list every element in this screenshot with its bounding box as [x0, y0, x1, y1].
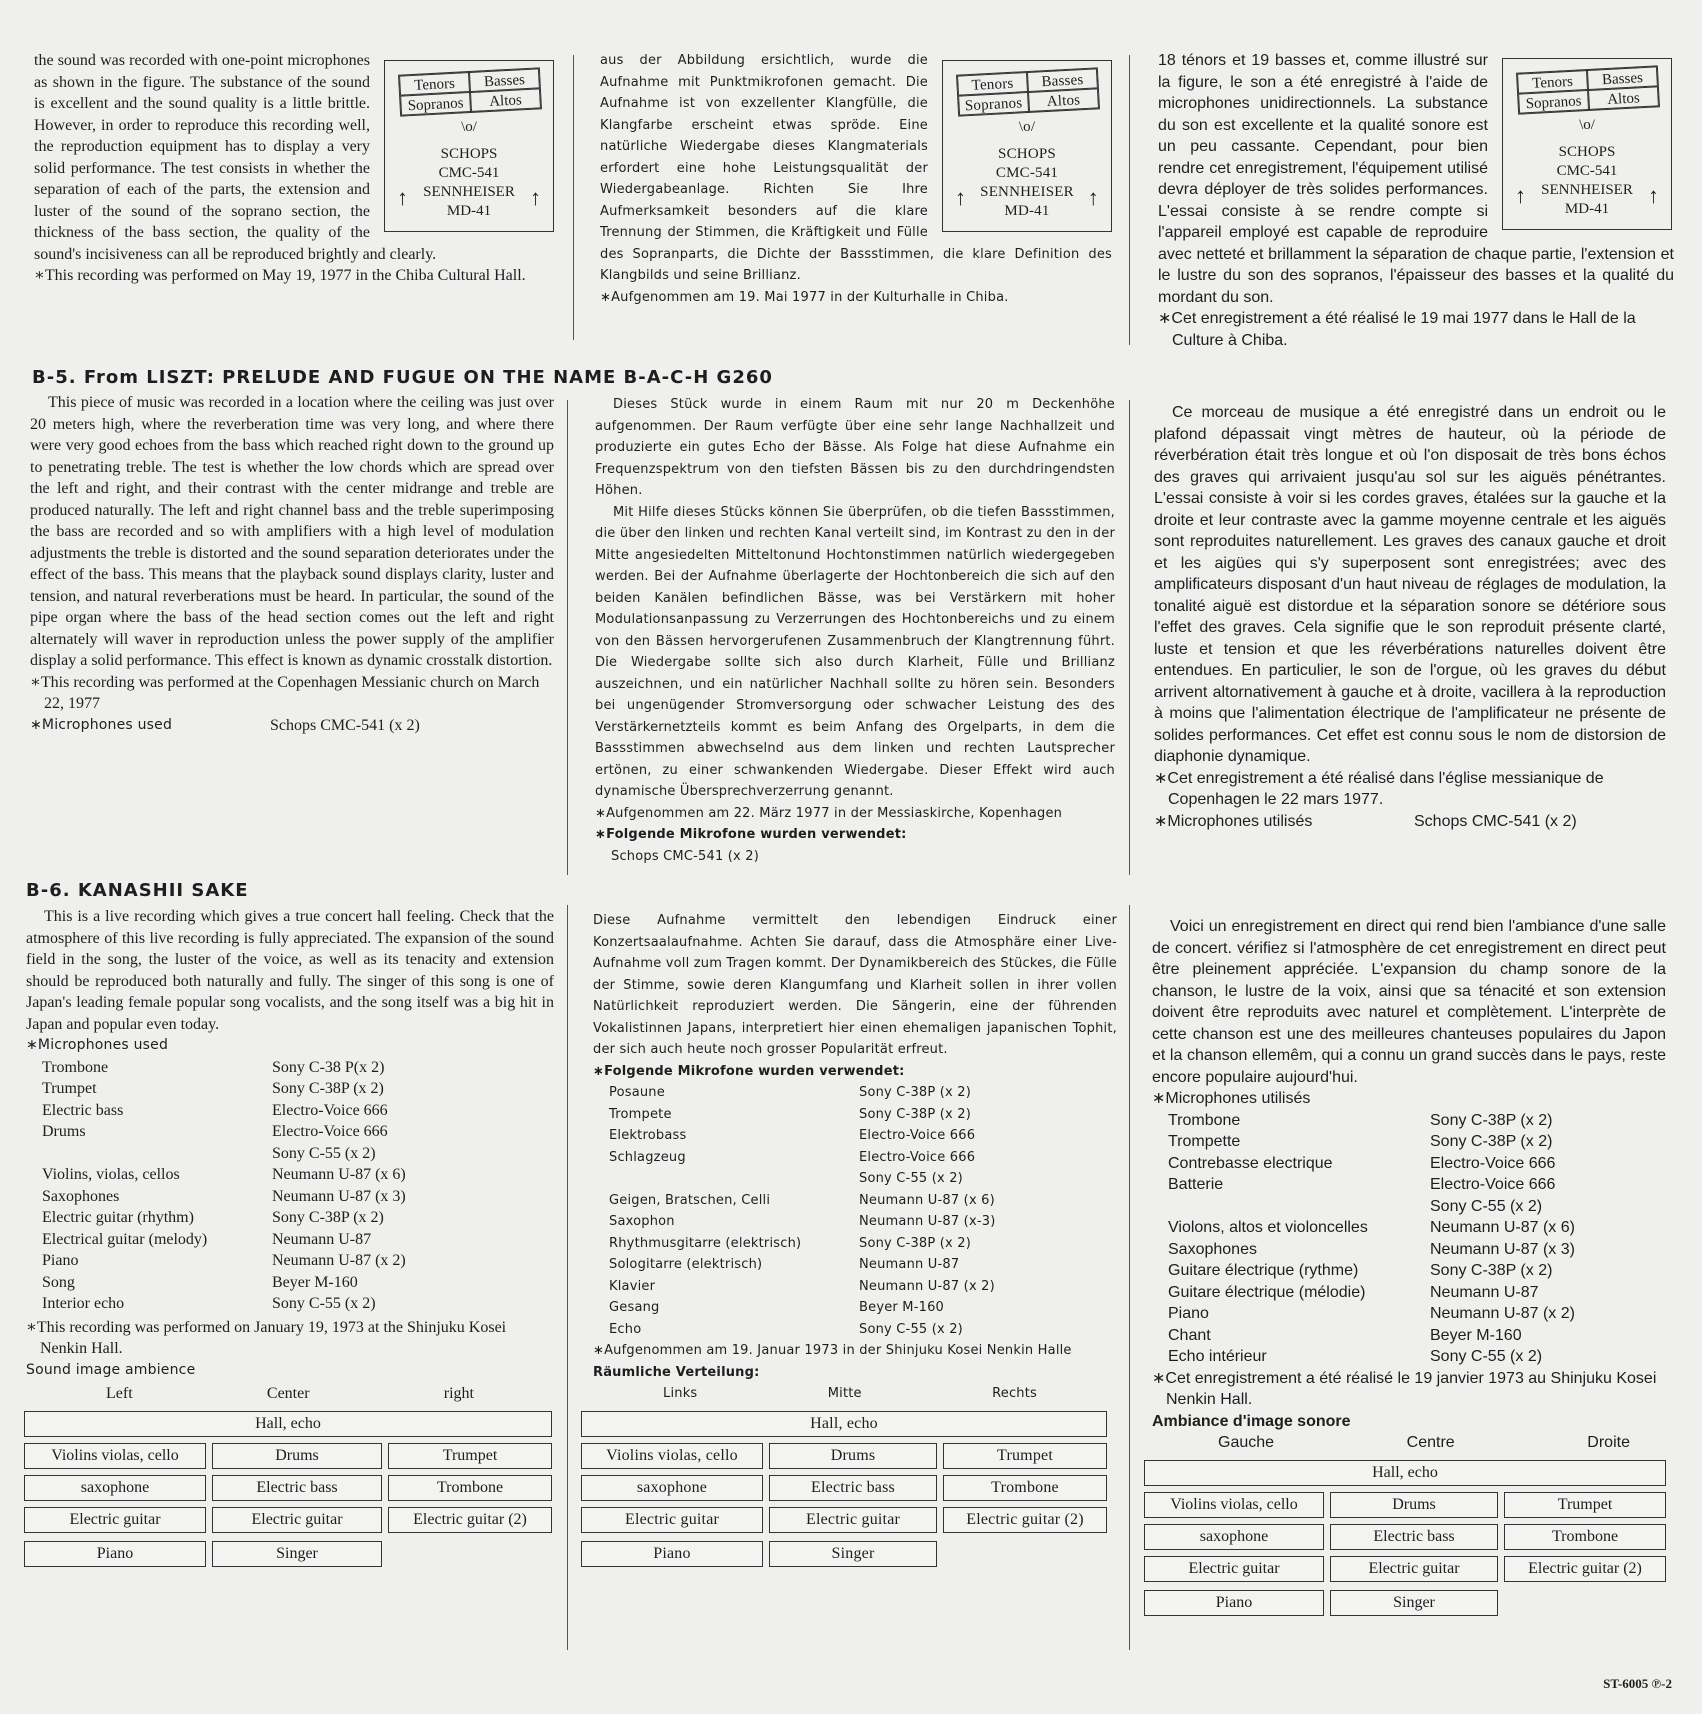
stage-trombone: Trombone	[1504, 1524, 1666, 1550]
stage-electric-guitar: Electric guitar	[769, 1507, 937, 1533]
mic-instrument: Piano	[1168, 1305, 1209, 1322]
amb-right: Rechts	[992, 1386, 1037, 1401]
b5-de-mic-label: ∗Folgende Mikrofone wurden verwendet:	[595, 827, 907, 842]
b4-de-note: ∗Aufgenommen am 19. Mai 1977 in der Kulturhalle in Chiba.	[600, 289, 1009, 305]
mic-model: Neumann U-87 (x 6)	[272, 1166, 406, 1183]
mic-model: Sony C-38P (x 2)	[272, 1209, 384, 1226]
mic-instrument: Guitare électrique (rythme)	[1168, 1262, 1359, 1279]
b5-en-mic-value: Schops CMC-541 (x 2)	[270, 716, 420, 734]
mic-instrument: Echo intérieur	[1168, 1348, 1267, 1365]
mic-instrument: Trombone	[42, 1058, 109, 1076]
stage-electric-bass: Electric bass	[1330, 1524, 1498, 1550]
mic-model: Sony C-38P (x 2)	[1430, 1133, 1553, 1150]
b5-de-note: ∗Aufgenommen am 22. März 1977 in der Messiaskirche, Kopenhagen	[595, 805, 1063, 821]
b5-fr-note: ∗Cet enregistrement a été réalisé dans l'église messianique de Copenhagen le 22 mars 1977.	[1154, 769, 1604, 808]
microphone-icon: \o/	[461, 119, 477, 135]
b5-english	[30, 392, 554, 736]
stage-electric-guitar-2: Electric guitar (2)	[388, 1507, 552, 1533]
stage-saxophone: saxophone	[1144, 1524, 1324, 1550]
diagram-cmc: CMC-541	[438, 165, 500, 181]
diagram-tenors: Tenors	[399, 72, 470, 96]
b6-en-mic-label: ∗Microphones used	[26, 1037, 169, 1053]
mic-instrument: Saxophones	[1168, 1240, 1257, 1258]
stage-singer: Singer	[1330, 1590, 1498, 1616]
microphone-icon: \o/	[1018, 119, 1036, 135]
b4-english	[34, 50, 554, 287]
stage-trumpet: Trumpet	[1504, 1492, 1666, 1518]
amb-center: Centre	[1406, 1434, 1455, 1451]
mic-model: Sony C-55 (x 2)	[1430, 1197, 1543, 1215]
b6-en-mic-table	[26, 1057, 554, 1315]
mic-instrument: Violons, altos et violoncelles	[1168, 1219, 1368, 1236]
mic-model: Neumann U-87 (x 2)	[272, 1252, 406, 1269]
mic-instrument: Trompete	[609, 1106, 672, 1122]
stage-electric-bass: Electric bass	[212, 1475, 382, 1501]
divider-2	[1129, 55, 1130, 345]
mic-model: Neumann U-87 (x 2)	[1430, 1305, 1575, 1322]
mic-diagram-de	[942, 60, 1112, 232]
b5-french	[1154, 402, 1666, 832]
diagram-md: MD-41	[1004, 203, 1050, 219]
b6-de-mic-label: ∗Folgende Mikrofone wurden verwendet:	[593, 1063, 905, 1079]
b4-fr-text: 18 ténors et 19 basses et, comme illustré sur la figure, le son a été enregistré à l'aide de microphones unidirectionnels. La substance du son est excellente et la qualité sonore est un peu cassante. Cependant, pour bien rendre cet enregistrement, l'équipement utilisé devra déployer de très solides performances. L'essai consiste à se rendre compte si l'appareil employé est capable de reproduire avec netteté et brillamment la séparation de chaque partie, l'extension et le lustre du son des sopranos, l'épaisseur des basses et la qualité du mordant du son.	[1158, 52, 1674, 306]
stage-hall: Hall, echo	[1144, 1460, 1666, 1486]
stage-violins: Violins violas, cello	[24, 1443, 206, 1469]
mic-instrument: Echo	[609, 1321, 642, 1337]
divider-5	[567, 905, 568, 1650]
b4-en-text: the sound was recorded with one-point microphones as shown in the figure. The substance of the sound is excellent and the sound quality is a little brittle. However, in order to reproduce this recording well, the reproduction equipment has to display a very solid performance. The test consists in whether the separation of each of the parts, the extension and luster of the sound of the soprano section, the thickness of the bass section, the quality of the sound's incisiveness can all be reproduced brightly and clearly.	[34, 52, 437, 263]
diagram-basses: Basses	[469, 68, 540, 92]
mic-model: Neumann U-87 (x 6)	[1430, 1219, 1575, 1236]
amb-left: Links	[663, 1386, 698, 1401]
mic-model: Beyer M-160	[859, 1300, 945, 1315]
b6-fr-amb-axis	[1152, 1432, 1666, 1460]
stage-layout-en	[24, 1411, 554, 1581]
mic-instrument	[1168, 1196, 1430, 1218]
stage-violins: Violins violas, cello	[1144, 1492, 1324, 1518]
arrow-up-icon: ↑	[1648, 183, 1659, 208]
diagram-tenors: Tenors	[1517, 70, 1588, 94]
b6-fr-mic-table	[1152, 1110, 1666, 1368]
diagram-schops: SCHOPS	[440, 146, 498, 162]
b5-en-text: This piece of music was recorded in a location where the ceiling was just over 20 meters high, where the reverberation time was very long, and where there were very good echoes from the bass which reached right down to the ground up to penetrating treble. The test is whether the low chords which are spread over the left and right, and their contrast with the center midrange and treble are produced naturally. The left and right channel bass and the treble superimposing the bass are recorded and so with amplifiers with a high level of modulation adjustments the treble is distorted and the sound separation deteriorates under the effect of the bass. This means that the playback sound displays clarity, luster and tension, and natural reverberations must be heard. In particular, the sound of the pipe organ where the bass of the head section comes out the left and right alternately will waver in reproduction unless the power supply of the amplifier display a solid performance. This effect is known as dynamic crosstalk distortion.	[30, 394, 554, 669]
diagram-sennheiser: SENNHEISER	[980, 184, 1074, 200]
mic-instrument: Schlagzeug	[609, 1149, 686, 1165]
b4-fr-note: ∗Cet enregistrement a été réalisé le 19 mai 1977 dans le Hall de la Culture à Chiba.	[1158, 310, 1636, 349]
b4-german	[600, 50, 1112, 308]
b4-de-text: aus der Abbildung ersichtlich, wurde die Aufnahme mit Punktmikrofonen gemacht. Die Aufnahme ist von exzellenter Klangfülle, die Klangfarbe erscheint etwas spröde. Eine natürliche Wiedergabe dieses Klangmaterials erfordert eine hohe Leistungsqualität der Wiedergabeanlage. Richten Sie Ihre Aufmerksamkeit besonders auf die klare Trennung der Stimmen, die Kräftigkeit und Fülle des Sopranparts, die Dichte der Bassstimmen, die klare Definition des Klangbilds und seine Brillianz.	[600, 53, 1112, 283]
b5-fr-mic-label: ∗Microphones utilisés	[1154, 812, 1313, 830]
b5-fr-text: Ce morceau de musique a été enregistré dans un endroit ou le plafond dépassait vingt mètres de hauteur, où la période de réverbération était très longue et où l'on disposait de très bons échos des graves qui arrivaient jusqu'au sol sur les aiguës pénétrantes. L'essai consiste à voir si les cordes graves, étalées sur la gauche et la droite et leur contraste avec la gamme moyenne centrale et les aiguës sont reproduites naturellement. Les graves des canaux gauche et droit et les aigües qui s'y superposent sont enregistrées; avec des amplificateurs disposant d'un haut niveau de réglages de modulation, la tonalité aiguë est distordue et la séparation sonore se détériore sous l'effet des graves. Cela signifie que le son reproduit présente clarté, luste et tension et que les réverbérations naturelles doivent être entendues. En particulier, le son de l'orgue, où les graves du début arrivent altornativement à gauche et à droite, vacillera à la reproduction à moins que l'alimentation électrique de l'amplificateur ne présente de solides performances. Cet effet est connu sous le nom de distorsion de diaphonie dynamique.	[1154, 404, 1666, 765]
mic-instrument: Contrebasse electrique	[1168, 1154, 1333, 1172]
mic-model: Electro-Voice 666	[1430, 1176, 1556, 1193]
stage-electric-guitar: Electric guitar	[212, 1507, 382, 1533]
stage-trombone: Trombone	[943, 1475, 1107, 1501]
b6-de-amb-axis	[593, 1383, 1117, 1411]
diagram-altos: Altos	[470, 88, 541, 112]
b5-de-mic-value: Schops CMC-541 (x 2)	[611, 848, 759, 864]
divider-3	[567, 400, 568, 875]
mic-instrument	[42, 1143, 272, 1165]
stage-saxophone: saxophone	[24, 1475, 206, 1501]
mic-diagram-fr	[1502, 58, 1672, 230]
stage-drums: Drums	[212, 1443, 382, 1469]
mic-model: Sony C-38P (x 2)	[859, 1085, 971, 1100]
mic-instrument	[609, 1168, 859, 1190]
mic-model: Sony C-38P (x 2)	[859, 1106, 971, 1122]
mic-model: Sony C-38P (x 2)	[1430, 1111, 1553, 1129]
stage-drums: Drums	[1330, 1492, 1498, 1518]
amb-center: Mitte	[827, 1386, 862, 1401]
mic-instrument: Klavier	[609, 1278, 656, 1294]
b6-english	[26, 906, 554, 1581]
stage-layout-fr	[1144, 1460, 1666, 1630]
mic-model: Neumann U-87 (x 3)	[272, 1187, 406, 1205]
stage-violins: Violins violas, cello	[581, 1443, 763, 1469]
b6-de-amb-label: Räumliche Verteilung:	[593, 1364, 760, 1380]
page-footer: ST-6005 ℗-2	[1603, 1676, 1672, 1691]
mic-model: Electro-Voice 666	[859, 1149, 976, 1165]
mic-model: Sony C-55 (x 2)	[859, 1321, 963, 1337]
stage-electric-bass: Electric bass	[769, 1475, 937, 1501]
amb-left: Left	[106, 1385, 133, 1402]
b6-fr-note: ∗Cet enregistrement a été réalisé le 19 janvier 1973 au Shinjuku Kosei Nenkin Hall.	[1152, 1369, 1657, 1408]
stage-electric-guitar: Electric guitar	[581, 1507, 763, 1533]
diagram-cmc: CMC-541	[1556, 163, 1618, 179]
mic-instrument: Guitare électrique (mélodie)	[1168, 1283, 1366, 1301]
mic-model: Sony C-55 (x 2)	[859, 1171, 963, 1186]
diagram-altos: Altos	[1588, 86, 1659, 110]
arrow-up-icon: ↑	[1087, 185, 1099, 210]
stage-trumpet: Trumpet	[943, 1443, 1107, 1469]
mic-instrument: Chant	[1168, 1326, 1211, 1344]
diagram-sennheiser: SENNHEISER	[423, 184, 515, 200]
mic-instrument: Sologitarre (elektrisch)	[609, 1257, 763, 1272]
mic-model: Neumann U-87 (x 6)	[859, 1192, 995, 1208]
mic-instrument: Electrical guitar (melody)	[42, 1230, 208, 1248]
b6-fr-mic-label: ∗Microphones utilisés	[1152, 1090, 1311, 1107]
b4-french	[1158, 50, 1674, 351]
mic-model: Neumann U-87	[272, 1230, 372, 1248]
b6-heading: B-6. KANASHII SAKE	[26, 880, 249, 901]
b6-en-amb-axis	[26, 1381, 554, 1411]
mic-instrument: Batterie	[1168, 1176, 1224, 1193]
mic-model: Electro-Voice 666	[859, 1128, 976, 1143]
mic-model: Sony C-38P (x 2)	[859, 1235, 971, 1251]
b6-fr-text: Voici un enregistrement en direct qui rend bien l'ambiance d'une salle de concert. vérifiez si l'atmosphère de cet enregistrement en direct peut être pleinement appréciée. L'expansion du champ sonore de la chanson, le lustre de la voix, ainsi que sa ténacité et son extension doivent être reproduits avec naturel et complètement. L'interprète de cette chanson est une des meilleures chanteuses populaires du Japon et la chanson ellemêm, qui a connu un grand succès dans le pays, reste encore populaire aujourd'hui.	[1152, 918, 1666, 1086]
mic-model: Neumann U-87 (x 2)	[859, 1278, 995, 1294]
diagram-altos: Altos	[1028, 88, 1099, 112]
stage-piano: Piano	[24, 1541, 206, 1567]
diagram-sopranos: Sopranos	[958, 92, 1029, 116]
mic-instrument: Elektrobass	[609, 1128, 687, 1143]
stage-electric-guitar-2: Electric guitar (2)	[943, 1507, 1107, 1533]
mic-model: Electro-Voice 666	[272, 1123, 388, 1140]
mic-instrument: Drums	[42, 1123, 86, 1140]
stage-trombone: Trombone	[388, 1475, 552, 1501]
mic-model: Beyer M-160	[1430, 1326, 1522, 1344]
b5-de-text-2: Mit Hilfe dieses Stücks können Sie überprüfen, ob die tiefen Bassstimmen, die über den linken und rechten Kanal verteilt sind, im Kontrast zu den in der Mitte angesiedelten Mitteltonund Hochtonstimmen natürlich wiedergegeben werden. Bei der Aufnahme überlagerte der Hochtonbereich die sich auf den beiden Kanälen befindlichen Bässe, was bei Verstärkern mit hoher Modulationsanpassung zu Verzerrungen des Hochtonbereichs und zu einem von den Bässen hervorgerufenen Zusammenbruch der Klangtrennung führt. Die Wiedergabe sollte sich also durch Klarheit, Fülle und Brillianz auszeichnen, und ein natürlicher Nachhall sollte zu hören sein. Besonders bei ungenügender Stromversorgung oder schwacher Leistung des des Verstärkernetzteils kommt es beim Anfang des Orgelparts, in dem die Bassstimmen abwechselnd aus dem linken und rechten Lautsprecher ertönen, zu einer schwankenden Wiedergabe. Dieser Effekt wird auch dynamische Übersprechverzerrung genannt.	[595, 504, 1115, 799]
diagram-sopranos: Sopranos	[1518, 90, 1589, 114]
stage-piano: Piano	[581, 1541, 763, 1567]
diagram-sopranos: Sopranos	[400, 92, 471, 116]
divider-6	[1129, 905, 1130, 1650]
b5-en-note: ∗This recording was performed at the Copenhagen Messianic church on March 22, 1977	[30, 673, 540, 712]
amb-right: right	[443, 1385, 474, 1402]
mic-instrument: Trombone	[1168, 1111, 1241, 1129]
stage-trumpet: Trumpet	[388, 1443, 552, 1469]
mic-instrument: Violins, violas, cellos	[42, 1166, 180, 1183]
b5-heading: B-5. From LISZT: PRELUDE AND FUGUE ON THE NAME B-A-C-H G260	[32, 367, 773, 388]
mic-model: Neumann U-87	[859, 1257, 960, 1272]
b5-fr-mic-value: Schops CMC-541 (x 2)	[1414, 812, 1577, 830]
mic-model: Beyer M-160	[272, 1273, 358, 1291]
stage-piano: Piano	[1144, 1590, 1324, 1616]
stage-singer: Singer	[769, 1541, 937, 1567]
mic-model: Electro-Voice 666	[1430, 1154, 1556, 1172]
mic-model: Sony C-38P (x 2)	[272, 1080, 384, 1097]
mic-instrument: Gesang	[609, 1300, 660, 1315]
mic-diagram-en	[384, 60, 554, 232]
stage-electric-guitar: Electric guitar	[24, 1507, 206, 1533]
mic-model: Sony C-38 P(x 2)	[272, 1058, 385, 1076]
b6-de-note: ∗Aufgenommen am 19. Januar 1973 in der Shinjuku Kosei Nenkin Halle	[593, 1343, 1072, 1358]
diagram-schops: SCHOPS	[1558, 144, 1616, 160]
b5-de-text-1: Dieses Stück wurde in einem Raum mit nur 20 m Deckenhöhe aufgenommen. Der Raum verfügte über eine sehr lange Nachhallzeit und produzierte ein gutes Echo der Bässe. Als Folge hat diese Aufnahme ein Frequenzspektrum von den tiefsten Bässen bis zu den durchdringendsten Höhen.	[595, 397, 1115, 498]
stage-electric-guitar-2: Electric guitar (2)	[1504, 1556, 1666, 1582]
arrow-up-icon: ↑	[397, 185, 408, 210]
arrow-up-icon: ↑	[955, 185, 967, 210]
mic-instrument: Saxophones	[42, 1187, 120, 1205]
diagram-basses: Basses	[1027, 68, 1098, 92]
b5-en-mics	[30, 715, 554, 737]
stage-hall: Hall, echo	[24, 1411, 552, 1437]
b6-de-mic-table	[593, 1082, 1117, 1340]
mic-model: Sony C-55 (x 2)	[272, 1295, 376, 1312]
stage-singer: Singer	[212, 1541, 382, 1567]
mic-model: Neumann U-87 (x-3)	[859, 1214, 996, 1229]
stage-saxophone: saxophone	[581, 1475, 763, 1501]
diagram-cmc: CMC-541	[995, 165, 1059, 181]
diagram-sennheiser: SENNHEISER	[1541, 182, 1633, 198]
amb-center: Center	[266, 1385, 310, 1402]
b6-french	[1152, 916, 1666, 1630]
stage-drums: Drums	[769, 1443, 937, 1469]
mic-instrument: Interior echo	[42, 1295, 125, 1312]
mic-model: Neumann U-87	[1430, 1283, 1539, 1301]
diagram-tenors: Tenors	[957, 72, 1028, 96]
diagram-schops: SCHOPS	[998, 146, 1056, 162]
b6-fr-amb-label: Ambiance d'image sonore	[1152, 1412, 1351, 1430]
b5-german	[595, 394, 1115, 867]
mic-instrument: Rhythmusgitarre (elektrisch)	[609, 1235, 802, 1251]
arrow-up-icon: ↑	[1515, 183, 1526, 208]
mic-model: Sony C-55 (x 2)	[1430, 1348, 1543, 1365]
diagram-basses: Basses	[1587, 66, 1658, 90]
mic-instrument: Trompette	[1168, 1133, 1241, 1150]
diagram-md: MD-41	[1564, 201, 1610, 217]
mic-instrument: Piano	[42, 1252, 79, 1269]
b6-de-text: Diese Aufnahme vermittelt den lebendigen Eindruck einer Konzertsaalaufnahme. Achten Sie darauf, dass die Atmosphäre einer Live-Aufnahme voll zum Tragen kommt. Der Dynamikbereich des Stückes, die Fülle der Stimme, sowie deren Klangumfang und Klarheit sollen in ihrer vollen Natürlichkeit reproduziert werden. Die Sängerin, eine der führenden Vokalistinnen Japans, interpretiert hier einen ehemaligen japanischen Tophit, der sich auch heute noch grosser Popularität erfreut.	[593, 913, 1117, 1057]
arrow-up-icon: ↑	[530, 185, 541, 210]
stage-hall: Hall, echo	[581, 1411, 1107, 1437]
b6-en-amb-label: Sound image ambience	[26, 1361, 196, 1378]
b6-en-text: This is a live recording which gives a true concert hall feeling. Check that the atmosphere of this live recording is fully appreciated. The expansion of the sound field in the song, the luster of the voice, as well as its tenacity and extension should be reproduced both naturally and fully. The singer of this song is one of Japan's leading female popular song vocalists, and the song itself was a big hit in Japan and popular even today.	[26, 908, 554, 1033]
mic-instrument: Electric bass	[42, 1101, 124, 1119]
mic-instrument: Trumpet	[42, 1080, 97, 1097]
diagram-md: MD-41	[446, 203, 492, 219]
mic-instrument: Saxophon	[609, 1214, 675, 1229]
divider-1	[573, 55, 574, 340]
b6-en-note: ∗This recording was performed on January 19, 1973 at the Shinjuku Kosei Nenkin Hall.	[26, 1318, 507, 1357]
b4-en-note: ∗This recording was performed on May 19, 1977 in the Chiba Cultural Hall.	[34, 267, 526, 284]
mic-instrument: Posaune	[609, 1085, 665, 1100]
microphone-icon: \o/	[1579, 117, 1595, 133]
mic-instrument: Electric guitar (rhythm)	[42, 1209, 194, 1226]
mic-instrument: Song	[42, 1273, 75, 1291]
b6-german	[593, 910, 1117, 1581]
mic-model: Sony C-55 (x 2)	[272, 1144, 376, 1162]
mic-model: Electro-Voice 666	[272, 1101, 388, 1119]
stage-electric-guitar: Electric guitar	[1144, 1556, 1324, 1582]
divider-4	[1129, 400, 1130, 875]
b5-fr-mics	[1154, 811, 1666, 833]
stage-electric-guitar: Electric guitar	[1330, 1556, 1498, 1582]
mic-instrument: Geigen, Bratschen, Celli	[609, 1192, 771, 1208]
mic-model: Sony C-38P (x 2)	[1430, 1262, 1553, 1279]
amb-left: Gauche	[1218, 1434, 1275, 1451]
b5-en-mic-label: ∗Microphones used	[30, 716, 173, 733]
stage-layout-de	[581, 1411, 1117, 1581]
mic-model: Neumann U-87 (x 3)	[1430, 1240, 1575, 1258]
amb-right: Droite	[1587, 1434, 1630, 1451]
